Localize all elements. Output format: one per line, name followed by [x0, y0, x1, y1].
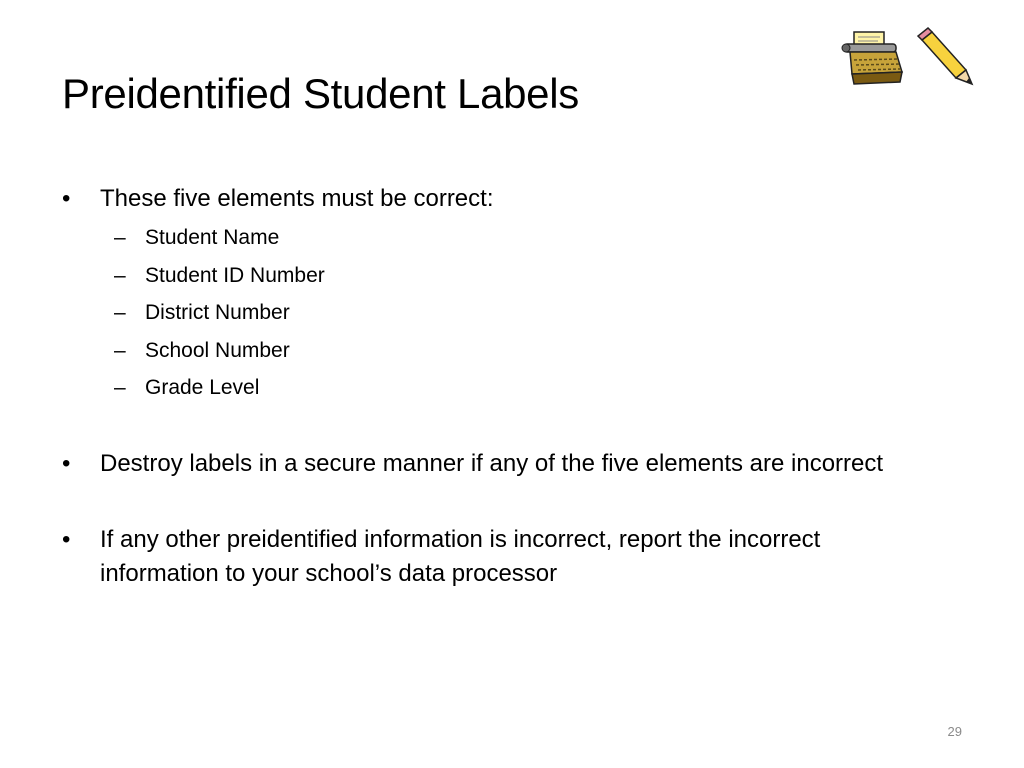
sub-item-text: School Number: [145, 338, 290, 362]
slide-title: Preidentified Student Labels: [62, 70, 579, 117]
typewriter-pencil-clipart: [840, 26, 980, 90]
sub-list: [62, 219, 942, 407]
sub-item-text: Student ID Number: [145, 263, 325, 287]
dash-glyph: –: [114, 226, 126, 249]
bullet-text: Destroy labels in a secure manner if any of the five elements are incorrect: [100, 449, 884, 477]
sub-item: [62, 332, 942, 370]
dash-glyph: –: [114, 263, 126, 287]
sub-item: [62, 294, 942, 332]
page-number: 29: [947, 724, 962, 739]
bullet-text: These five elements must be correct:: [100, 185, 494, 212]
sub-item: [62, 219, 942, 257]
bullet-glyph: •: [62, 449, 71, 477]
sub-item: [62, 257, 942, 295]
bullet-item: [62, 523, 942, 591]
bullet-text: If any other preidentified information is incorrect, report the incorrect information to your school’s data processor: [100, 525, 821, 587]
dash-glyph: –: [114, 301, 126, 324]
slide-body: [62, 182, 942, 591]
sub-item: [62, 369, 942, 407]
sub-item-text: Grade Level: [145, 376, 260, 399]
dash-glyph: –: [114, 338, 126, 362]
sub-item-text: Student Name: [145, 226, 280, 249]
bullet-glyph: •: [62, 185, 71, 212]
sub-item-text: District Number: [145, 301, 290, 324]
pencil-icon: [918, 28, 972, 84]
bullet-glyph: •: [62, 525, 71, 553]
typewriter-icon: [842, 32, 902, 84]
dash-glyph: –: [114, 376, 126, 399]
bullet-item: [62, 182, 942, 216]
bullet-item: [62, 447, 942, 481]
